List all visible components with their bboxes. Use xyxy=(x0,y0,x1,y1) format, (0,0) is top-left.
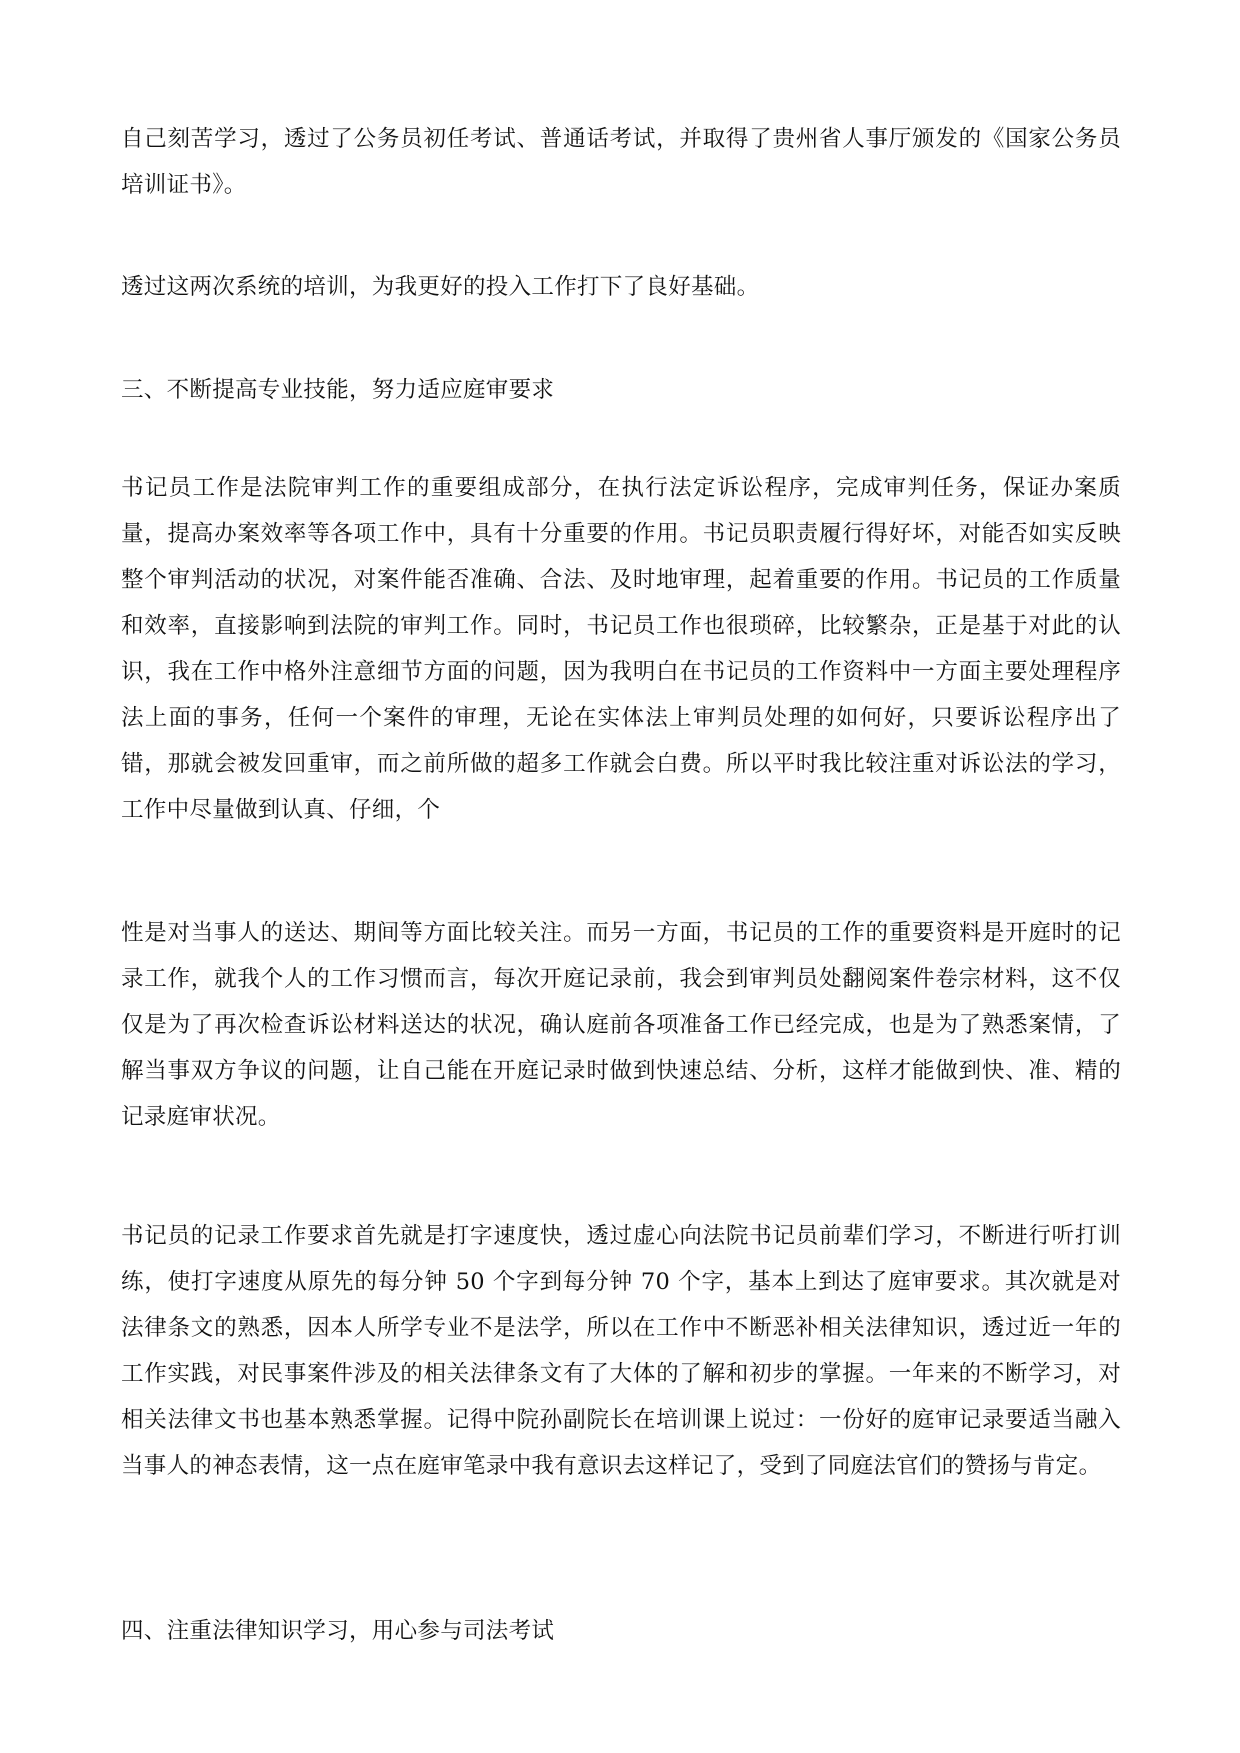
paragraph-training-certificate: 自己刻苦学习，透过了公务员初任考试、普通话考试，并取得了贵州省人事厅颁发的《国家公务员培训证书》。 xyxy=(121,126,1121,198)
section-heading-4: 四、注重法律知识学习，用心参与司法考试 xyxy=(121,1618,555,1644)
paragraph-court-recording: 性是对当事人的送达、期间等方面比较关注。而另一方面，书记员的工作的重要资料是开庭时的记录工作，就我个人的工作习惯而言，每次开庭记录前，我会到审判员处翻阅案件卷宗材料，这不仅仅是为了再次检查诉讼材料送达的状况，确认庭前各项准备工作已经完成，也是为了熟悉案情，了解当事双方争议的问题，让自己能在开庭记录时做到快速总结、分析，这样才能做到快、准、精的记录庭审状况。 xyxy=(121,920,1121,1130)
paragraph-training-foundation: 透过这两次系统的培训，为我更好的投入工作打下了良好基础。 xyxy=(121,274,760,300)
section-heading-3: 三、不断提高专业技能，努力适应庭审要求 xyxy=(121,377,555,403)
paragraph-typing-and-law: 书记员的记录工作要求首先就是打字速度快，透过虚心向法院书记员前辈们学习，不断进行听打训练，使打字速度从原先的每分钟 50 个字到每分钟 70 个字，基本上到达了庭审要求。其次就是对法律条文的熟悉，因本人所学专业不是法学，所以在工作中不断恶补相关法律知识，透过近一年的工作实践，对民事案件涉及的相关法律条文有了大体的了解和初步的掌握。一年来的不断学习，对相关法律文书也基本熟悉掌握。记得中院孙副院长在培训课上说过：一份好的庭审记录要适当融入当事人的神态表情，这一点在庭审笔录中我有意识去这样记了，受到了同庭法官们的赞扬与肯定。 xyxy=(121,1223,1121,1479)
paragraph-clerk-role: 书记员工作是法院审判工作的重要组成部分，在执行法定诉讼程序，完成审判任务，保证办案质量，提高办案效率等各项工作中，具有十分重要的作用。书记员职责履行得好坏，对能否如实反映整个审判活动的状况，对案件能否准确、合法、及时地审理，起着重要的作用。书记员的工作质量和效率，直接影响到法院的审判工作。同时，书记员工作也很琐碎，比较繁杂，正是基于对此的认识，我在工作中格外注意细节方面的问题，因为我明白在书记员的工作资料中一方面主要处理程序法上面的事务，任何一个案件的审理，无论在实体法上审判员处理的如何好，只要诉讼程序出了错，那就会被发回重审，而之前所做的超多工作就会白费。所以平时我比较注重对诉讼法的学习，工作中尽量做到认真、仔细，个 xyxy=(121,475,1121,823)
